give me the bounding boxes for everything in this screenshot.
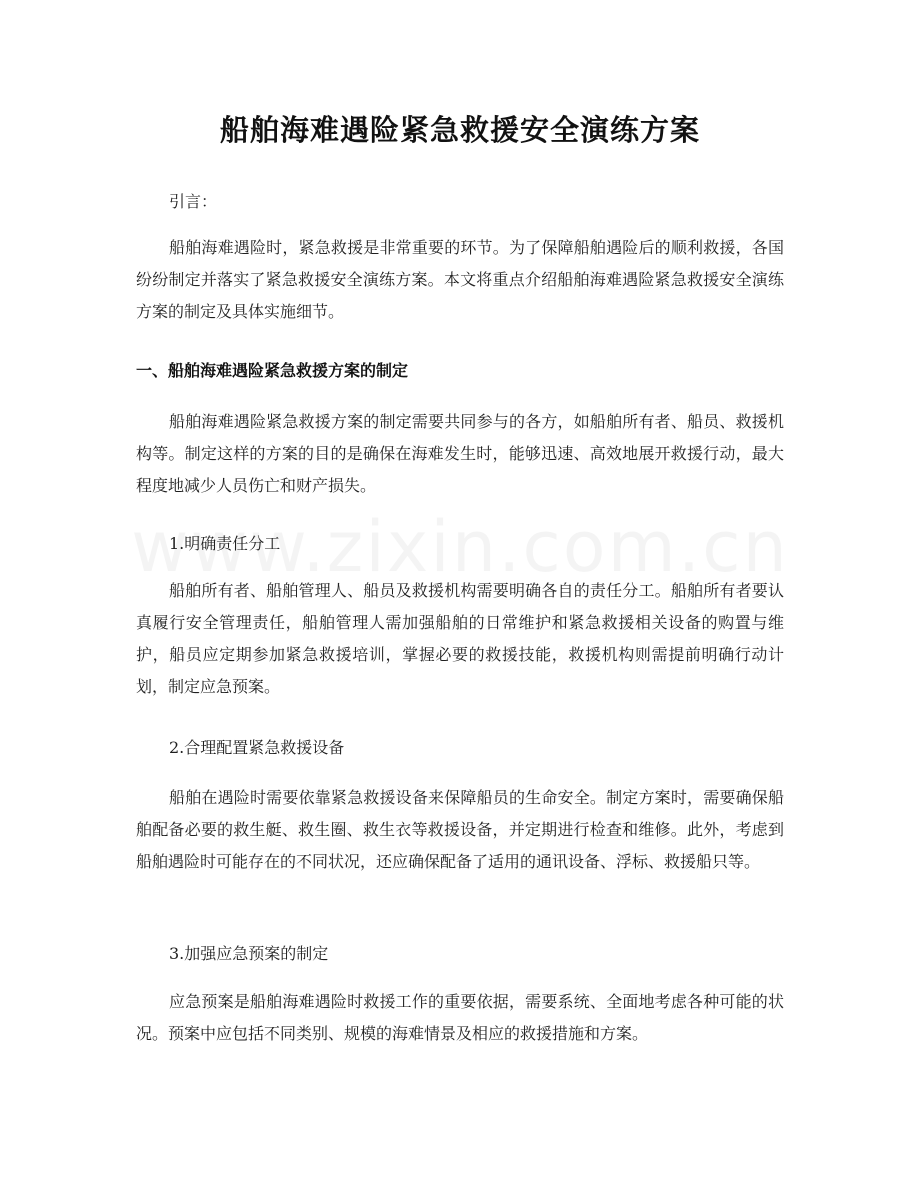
intro-paragraph: 船舶海难遇险时，紧急救援是非常重要的环节。为了保障船舶遇险后的顺利救援，各国纷纷制定并落实了紧急救援安全演练方案。本文将重点介绍船舶海难遇险紧急救援安全演练方案的制定及具体实施细节。 [136, 238, 784, 321]
item-paragraph-1: 船舶所有者、船舶管理人、船员及救援机构需要明确各自的责任分工。船舶所有者要认真履行安全管理责任，船舶管理人需加强船舶的日常维护和紧急救援相关设备的购置与维护，船员应定期参加紧急救援培训，掌握必要的救援技能，救援机构则需提前明确行动计划，制定应急预案。 [136, 581, 784, 696]
item-title-2: 2.合理配置紧急救援设备 [169, 738, 345, 757]
section-paragraph: 船舶海难遇险紧急救援方案的制定需要共同参与的各方，如船舶所有者、船员、救援机构等。制定这样的方案的目的是确保在海难发生时，能够迅速、高效地展开救援行动，最大程度地减少人员伤亡和财产损失。 [136, 412, 784, 495]
item-paragraph-2: 船舶在遇险时需要依靠紧急救援设备来保障船员的生命安全。制定方案时，需要确保船舶配备必要的救生艇、救生圈、救生衣等救援设备，并定期进行检查和维修。此外，考虑到船舶遇险时可能存在的不同状况，还应确保配备了适用的通讯设备、浮标、救援船只等。 [136, 788, 784, 871]
item-title-3: 3.加强应急预案的制定 [169, 944, 329, 963]
item-paragraph-3: 应急预案是船舶海难遇险时救援工作的重要依据，需要系统、全面地考虑各种可能的状况。预案中应包括不同类别、规模的海难情景及相应的救援措施和方案。 [136, 992, 784, 1043]
section-heading: 一、船舶海难遇险紧急救援方案的制定 [136, 361, 409, 380]
document-title: 船舶海难遇险紧急救援安全演练方案 [219, 113, 700, 147]
intro-label: 引言： [169, 192, 218, 211]
item-title-1: 1.明确责任分工 [169, 534, 281, 553]
